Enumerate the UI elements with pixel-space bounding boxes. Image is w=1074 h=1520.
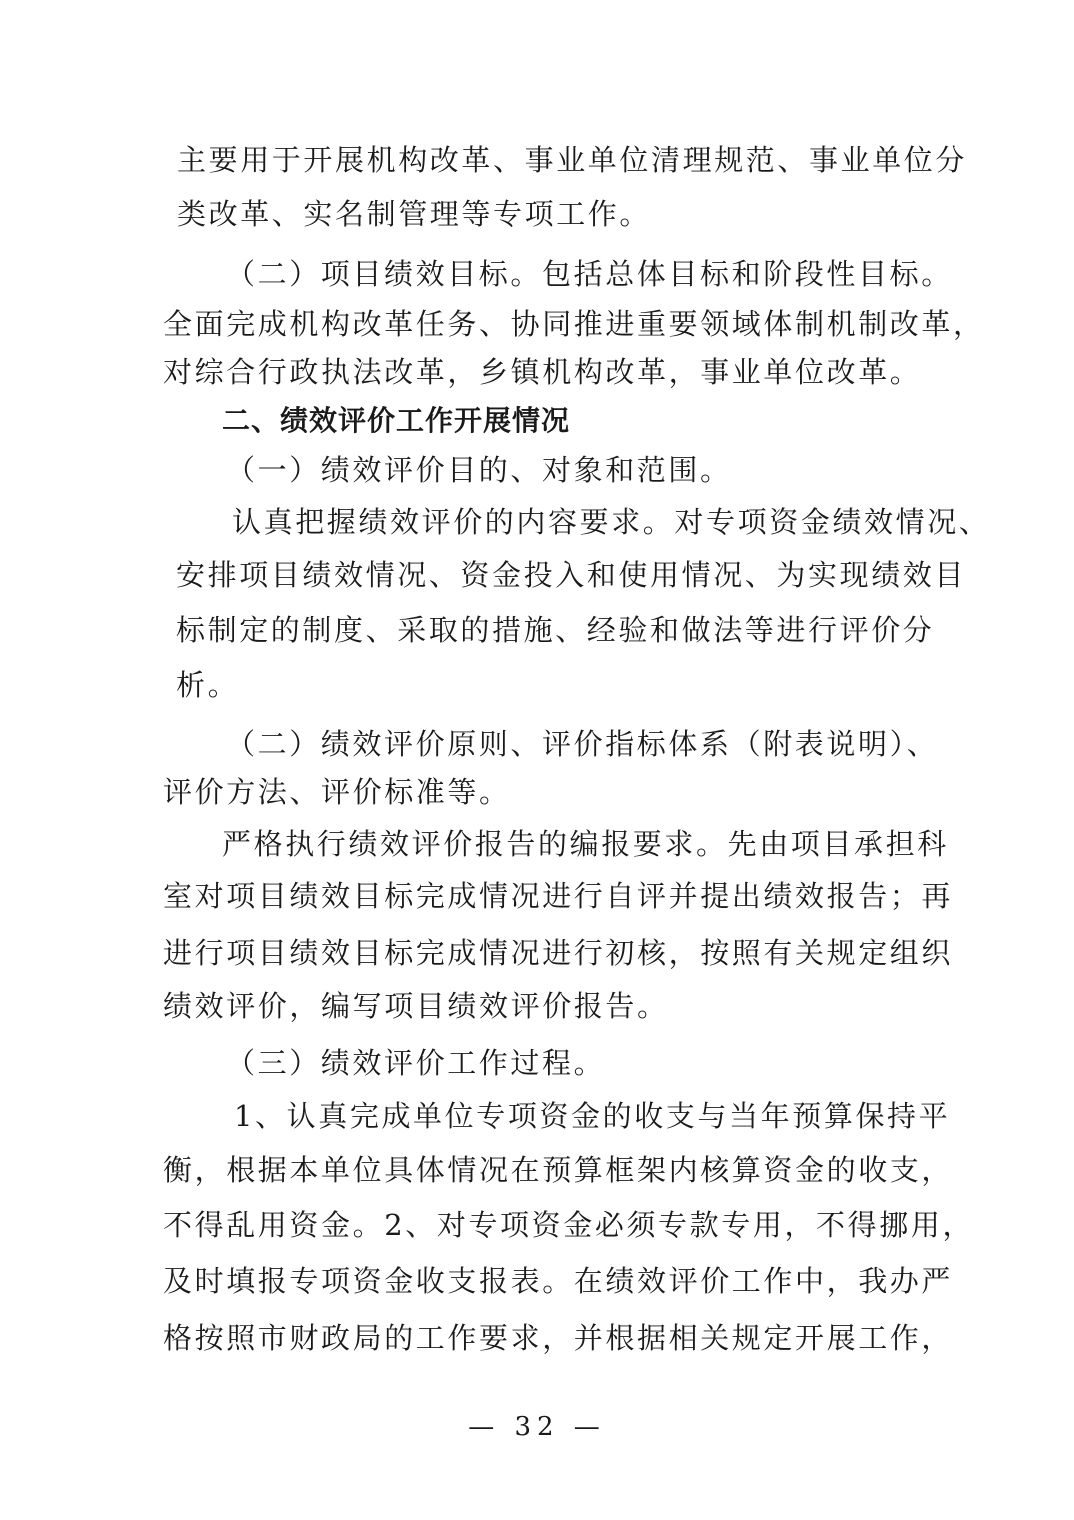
paragraph-line: 类改革、实名制管理等专项工作。 <box>177 197 652 231</box>
paragraph-line: 安排项目绩效情况、资金投入和使用情况、为实现绩效目 <box>176 558 967 592</box>
paragraph-line: 标制定的制度、采取的措施、经验和做法等进行评价分 <box>176 613 935 647</box>
paragraph-line: 进行项目绩效目标完成情况进行初核，按照有关规定组织 <box>163 936 954 970</box>
paragraph-line: 评价方法、评价标准等。 <box>163 775 511 809</box>
paragraph-line: 严格执行绩效评价报告的编报要求。先由项目承担科 <box>222 827 949 861</box>
paragraph-line: 对综合行政执法改革，乡镇机构改革，事业单位改革。 <box>163 355 922 389</box>
paragraph-line: 及时填报专项资金收支报表。在绩效评价工作中，我办严 <box>163 1264 954 1298</box>
subsection-heading: （三）绩效评价工作过程。 <box>226 1046 606 1080</box>
paragraph-line: （二）项目绩效目标。包括总体目标和阶段性目标。 <box>226 257 953 291</box>
paragraph-line: 主要用于开展机构改革、事业单位清理规范、事业单位分 <box>177 143 968 177</box>
paragraph-line: 析。 <box>176 668 240 702</box>
subsection-heading: （一）绩效评价目的、对象和范围。 <box>226 453 732 487</box>
paragraph-line: 1、认真完成单位专项资金的收支与当年预算保持平 <box>234 1099 951 1133</box>
paragraph-line: 室对项目绩效目标完成情况进行自评并提出绩效报告；再 <box>163 879 954 913</box>
paragraph-line: 全面完成机构改革任务、协同推进重要领域体制机制改革， <box>163 307 985 341</box>
subsection-heading: （二）绩效评价原则、评价指标体系（附表说明）、 <box>226 727 939 761</box>
paragraph-line: 绩效评价，编写项目绩效评价报告。 <box>163 989 669 1023</box>
page-number: — 32 — <box>468 1412 606 1442</box>
paragraph-line: 衡，根据本单位具体情况在预算框架内核算资金的收支， <box>163 1153 954 1187</box>
paragraph-line: 认真把握绩效评价的内容要求。对专项资金绩效情况、 <box>232 505 991 539</box>
paragraph-line: 格按照市财政局的工作要求，并根据相关规定开展工作， <box>163 1321 954 1355</box>
section-heading: 二、绩效评价工作开展情况 <box>222 404 571 437</box>
paragraph-line: 不得乱用资金。2、对专项资金必须专款专用，不得挪用， <box>163 1208 975 1242</box>
